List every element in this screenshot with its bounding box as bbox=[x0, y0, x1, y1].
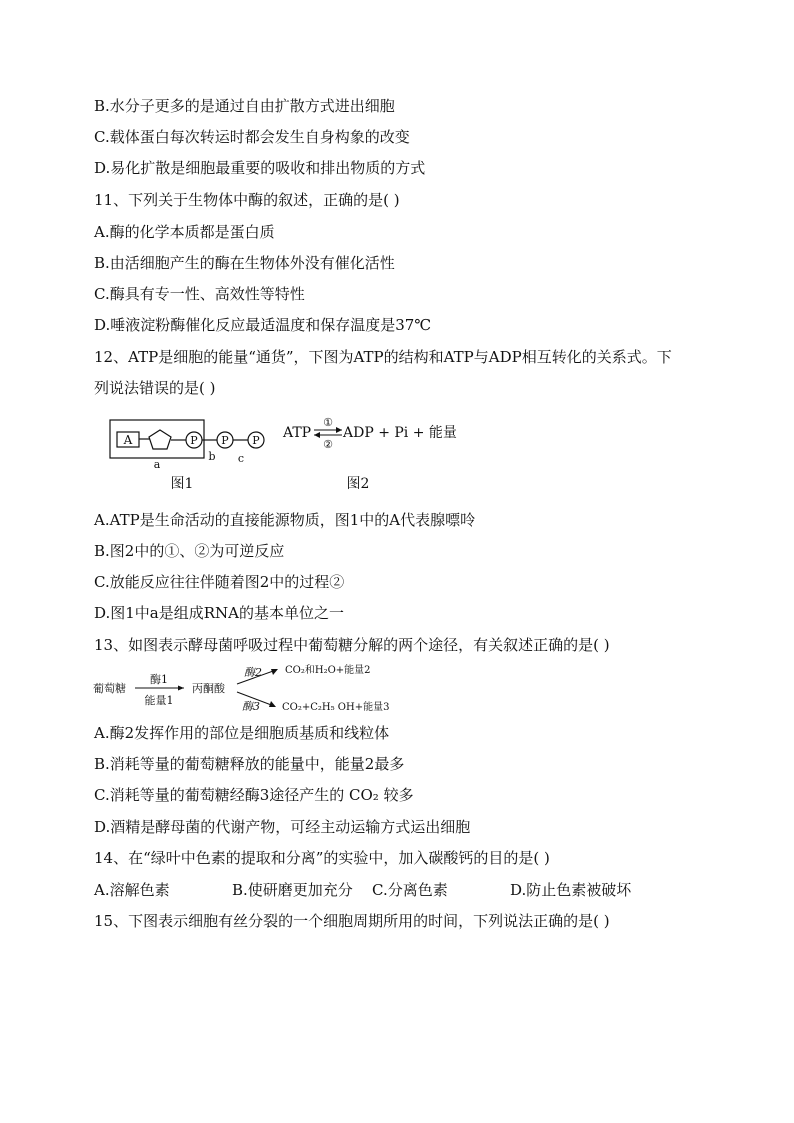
figure-1 bbox=[100, 412, 290, 498]
question-13: 13、如图表示酵母菌呼吸过程中葡萄糖分解的两个途径，有关叙述正确的是( ) bbox=[94, 636, 610, 654]
q12-option-c: C.放能反应往往伴随着图2中的过程② bbox=[94, 573, 345, 591]
figure-2 bbox=[280, 412, 480, 498]
svg-text:P: P bbox=[190, 434, 198, 447]
product2-label: CO₂和H₂O+能量2 bbox=[285, 665, 371, 676]
q11-option-a: A.酶的化学本质都是蛋白质 bbox=[94, 223, 275, 241]
svg-text:P: P bbox=[252, 434, 260, 447]
arrow-bottom-label: ② bbox=[323, 438, 333, 451]
q14-options bbox=[94, 880, 654, 900]
pyruvate-label: 丙酮酸 bbox=[192, 682, 225, 695]
question-12-line2: 列说法错误的是( ) bbox=[94, 379, 216, 397]
question-11: 11、下列关于生物体中酶的叙述，正确的是( ) bbox=[94, 191, 400, 209]
q11-option-c: C.酶具有专一性、高效性等特性 bbox=[94, 285, 305, 303]
adenine-label: A bbox=[123, 433, 133, 447]
question-12-line1: 12、ATP是细胞的能量“通货”，下图为ATP的结构和ATP与ADP相互转化的关系式。下 bbox=[94, 348, 672, 366]
q14-option-b: B.使研磨更加充分 bbox=[232, 881, 353, 899]
svg-text:P: P bbox=[221, 434, 229, 447]
q13-option-d: D.酒精是酵母菌的代谢产物，可经主动运输方式运出细胞 bbox=[94, 818, 471, 836]
option-l3: D.易化扩散是细胞最重要的吸收和排出物质的方式 bbox=[94, 159, 426, 177]
option-l2: C.载体蛋白每次转运时都会发生自身构象的改变 bbox=[94, 128, 410, 146]
label-b: b bbox=[208, 450, 216, 463]
figure-2-caption: 图2 bbox=[346, 476, 370, 492]
option-l1: B.水分子更多的是通过自由扩散方式进出细胞 bbox=[94, 97, 395, 115]
label-c: c bbox=[237, 452, 245, 465]
q13-option-b: B.消耗等量的葡萄糖释放的能量中，能量2最多 bbox=[94, 755, 405, 773]
q13-option-c: C.消耗等量的葡萄糖经酶3途径产生的 CO₂ 较多 bbox=[94, 786, 414, 804]
atp-label: ATP bbox=[283, 425, 312, 441]
q14-option-c: C.分离色素 bbox=[372, 881, 448, 899]
q12-option-a: A.ATP是生命活动的直接能源物质，图1中的A代表腺嘌呤 bbox=[94, 511, 476, 529]
label-a: a bbox=[153, 458, 161, 471]
figure-1-caption: 图1 bbox=[170, 476, 194, 492]
q11-option-b: B.由活细胞产生的酶在生物体外没有催化活性 bbox=[94, 254, 395, 272]
energy1-label: 能量1 bbox=[144, 694, 174, 707]
figure-3 bbox=[92, 662, 402, 714]
q12-option-d: D.图1中a是组成RNA的基本单位之一 bbox=[94, 604, 344, 622]
adp-label: ADP + Pi + 能量 bbox=[343, 425, 457, 441]
q13-option-a: A.酶2发挥作用的部位是细胞质基质和线粒体 bbox=[94, 724, 390, 742]
enzyme3-label: 酶3 bbox=[242, 700, 260, 713]
glucose-label: 葡萄糖 bbox=[93, 682, 126, 695]
ribose-pentagon bbox=[149, 430, 171, 449]
question-14: 14、在“绿叶中色素的提取和分离”的实验中，加入碳酸钙的目的是( ) bbox=[94, 849, 550, 867]
arrow-top-label: ① bbox=[323, 416, 333, 429]
q12-option-b: B.图2中的①、②为可逆反应 bbox=[94, 542, 285, 560]
product3-label: CO₂+C₂H₅ OH+能量3 bbox=[282, 702, 390, 713]
q14-option-a: A.溶解色素 bbox=[94, 881, 170, 899]
enzyme1-label: 酶1 bbox=[150, 673, 168, 686]
q11-option-d: D.唾液淀粉酶催化反应最适温度和保存温度是37℃ bbox=[94, 316, 432, 334]
question-15: 15、下图表示细胞有丝分裂的一个细胞周期所用的时间，下列说法正确的是( ) bbox=[94, 912, 610, 930]
enzyme2-label: 酶2 bbox=[244, 666, 262, 679]
q14-option-d: D.防止色素被破坏 bbox=[510, 881, 632, 899]
